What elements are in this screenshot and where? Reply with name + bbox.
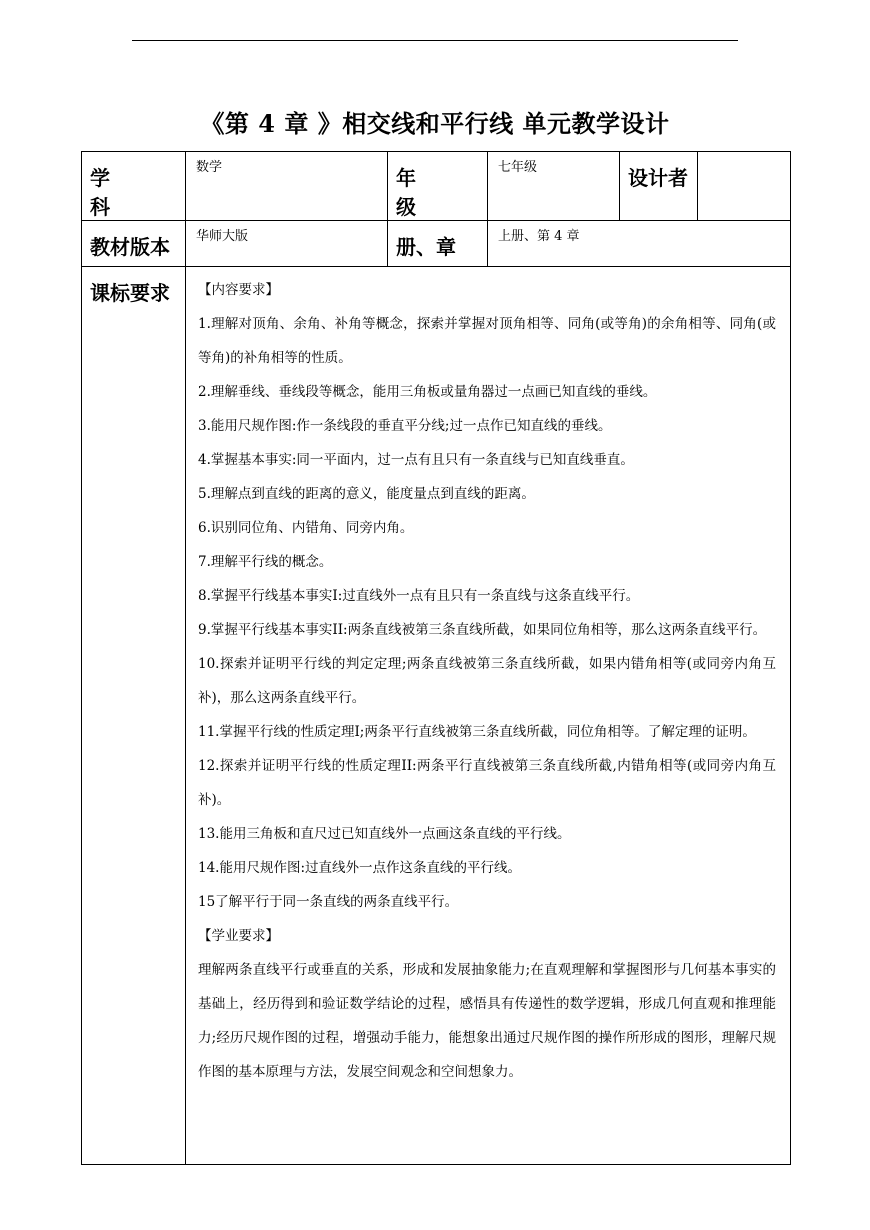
subject-value: 数学 [186,152,388,221]
table-row [82,221,791,267]
academic-heading: 【学业要求】 [198,928,279,944]
table-row [82,152,791,221]
table-row [82,267,791,1165]
list-item: 6.识别同位角、内错角、同旁内角。 [198,520,414,536]
list-item: 12.探索并证明平行线的性质定理II:两条平行直线被第三条直线所截,内错角相等(或同旁内角互补)。 [198,758,776,808]
list-item: 15了解平行于同一条直线的两条直线平行。 [198,894,459,910]
requirements-content [186,267,791,1165]
list-item: 8.掌握平行线基本事实Ⅰ:过直线外一点有且只有一条直线与这条直线平行。 [198,588,640,604]
list-item: 2.理解垂线、垂线段等概念，能用三角板或量角器过一点画已知直线的垂线。 [198,384,657,400]
content-heading: 【内容要求】 [198,282,279,298]
document-title: 《第 4 章 》相交线和平行线 单元教学设计 [200,109,670,138]
list-item: 11.掌握平行线的性质定理Ⅰ;两条平行直线被第三条直线所截，同位角相等。了解定理的证明。 [198,724,756,740]
subject-label: 学 科 [90,166,134,219]
list-item: 10.探索并证明平行线的判定定理;两条直线被第三条直线所截，如果内错角相等(或同旁内角互补)，那么这两条直线平行。 [198,656,776,706]
header-rule [132,40,738,41]
volume-value: 上册、第 4 章 [488,221,791,267]
grade-label-cell [388,152,488,221]
grade-label: 年 级 [396,166,440,219]
edition-label: 教材版本 [82,221,186,267]
academic-text: 理解两条直线平行或垂直的关系，形成和发展抽象能力;在直观理解和掌握图形与几何基本事实的基础上，经历得到和验证数学结论的过程，感悟具有传递性的数学逻辑，形成几何直观和推理能力;经历尺规作图的过程，增强动手能力，能想象出通过尺规作图的操作所形成的图形，理解尺规作图的基本原理与方法，发展空间观念和空间想象力。 [198,962,776,1080]
grade-value: 七年级 [488,152,620,221]
list-item: 4.掌握基本事实:同一平面内，过一点有且只有一条直线与已知直线垂直。 [198,452,634,468]
edition-value: 华师大版 [186,221,388,267]
volume-label: 册、章 [388,221,488,267]
list-item: 14.能用尺规作图:过直线外一点作这条直线的平行线。 [198,860,522,876]
list-item: 13.能用三角板和直尺过已知直线外一点画这条直线的平行线。 [198,826,571,842]
list-item: 5.理解点到直线的距离的意义，能度量点到直线的距离。 [198,486,535,502]
list-item: 3.能用尺规作图:作一条线段的垂直平分线;过一点作已知直线的垂线。 [198,418,612,434]
list-item: 7.理解平行线的概念。 [198,554,333,570]
requirements-label: 课标要求 [82,267,186,1165]
list-item: 1.理解对顶角、余角、补角等概念，探索并掌握对顶角相等、同角(或等角)的余角相等、同角(或等角)的补角相等的性质。 [198,316,776,366]
designer-value [698,152,791,221]
subject-label-cell [82,152,186,221]
designer-label: 设计者 [620,152,698,221]
design-table [81,151,791,1165]
list-item: 9.掌握平行线基本事实II:两条直线被第三条直线所截，如果同位角相等，那么这两条直线平行。 [198,622,767,638]
